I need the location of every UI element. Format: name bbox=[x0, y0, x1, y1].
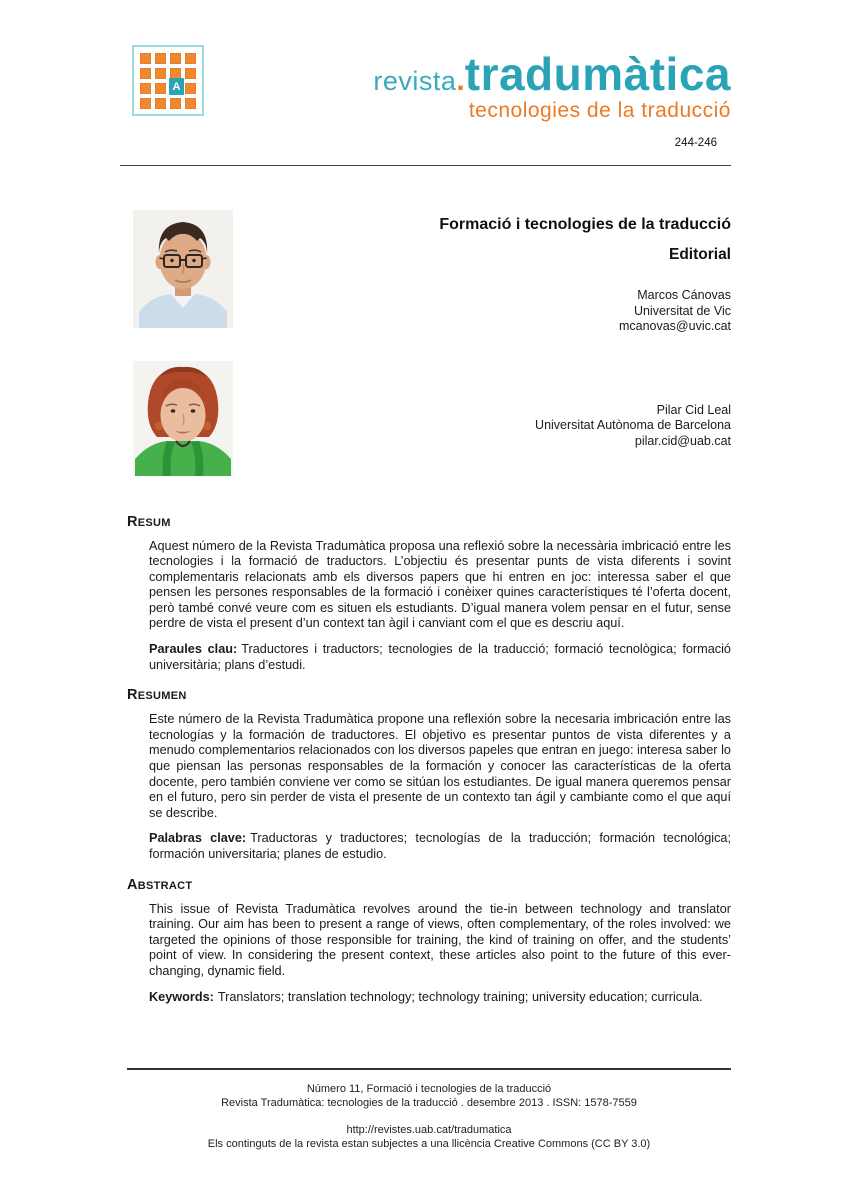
logo-grid-cell bbox=[170, 98, 181, 109]
section-body: Este número de la Revista Tradumàtica propone una reflexión sobre la necesaria imbricación entre las tecnologías y la formación de traductores. El objetivo es presentar puntos de vista diferentes y a menudo complementarios relacionados con los diversos papeles que entran en juego: interesa saber lo que piensan las personas responsables de la formación y conocer las características de la oferta docente, pero también conviene ver como se sitúan los estudiantes. De igual manera queremos pensar en el futuro, pero sin perder de vista el presente de un contexto tan ágil y cambiante como el que aquí se describe. bbox=[149, 712, 731, 820]
author-block-1 bbox=[233, 288, 731, 335]
keywords-label: Palabras clave: bbox=[149, 831, 247, 846]
author-email: pilar.cid@uab.cat bbox=[634, 433, 731, 448]
section-keywords bbox=[149, 990, 731, 1006]
author-name: Pilar Cid Leal bbox=[656, 402, 731, 417]
logo-grid-cell bbox=[140, 68, 151, 79]
journal-tagline: tecnologies de la traducció bbox=[468, 99, 731, 122]
keywords-label: Paraules clau: bbox=[149, 642, 238, 657]
logo-grid-cell bbox=[140, 98, 151, 109]
author-photo-pilar-cid-leal bbox=[133, 361, 233, 476]
section-keywords bbox=[149, 642, 731, 673]
logo-grid-cell bbox=[140, 83, 151, 94]
logo-grid-cell bbox=[185, 98, 196, 109]
logo-grid-cell bbox=[140, 53, 151, 64]
footer-divider bbox=[127, 1068, 731, 1070]
logo-grid-cell bbox=[155, 98, 166, 109]
brand-prefix: revista bbox=[373, 66, 457, 96]
section-heading: RESUM bbox=[127, 513, 171, 530]
logo-grid-cell bbox=[155, 53, 166, 64]
logo-grid-cell bbox=[170, 53, 181, 64]
logo-grid-cell bbox=[155, 68, 166, 79]
footer-journal-line: Revista Tradumàtica: tecnologies de la traducció . desembre 2013 . ISSN: 1578-7559 bbox=[221, 1097, 637, 1109]
brand-name: tradumàtica bbox=[464, 48, 731, 100]
author-email: mcanovas@uvic.cat bbox=[618, 319, 731, 333]
section-heading: RESUMEN bbox=[127, 687, 187, 704]
keywords-text: Traductoras y traductores; tecnologías de la traducción; formación tecnológica; formación universitaria; planes de estudio. bbox=[149, 831, 731, 861]
journal-logotype bbox=[373, 45, 731, 123]
keywords-label: Keywords: bbox=[149, 989, 214, 1004]
logo-grid-cell bbox=[185, 68, 196, 79]
footer-issue-line: Número 11, Formació i tecnologies de la traducció bbox=[306, 1083, 552, 1095]
author-affiliation: Universitat Autònoma de Barcelona bbox=[535, 418, 731, 432]
keywords-text: Traductores i traductors; tecnologies de la traducció; formació tecnològica; formació universitària; plans d’estudi. bbox=[149, 642, 731, 672]
section-resum bbox=[127, 514, 731, 674]
section-heading: ABSTRACT bbox=[127, 876, 193, 893]
page-header bbox=[127, 0, 731, 123]
logo-grid-cell bbox=[185, 53, 196, 64]
page-footer bbox=[127, 1068, 731, 1151]
brand-dot: . bbox=[456, 64, 465, 97]
footer-url: http://revistes.uab.cat/tradumatica bbox=[346, 1124, 512, 1136]
keywords-text: Translators; translation technology; technology training; university education; curricula. bbox=[217, 989, 703, 1004]
footer-license-line: Els continguts de la revista estan subjectes a una llicència Creative Commons (CC BY 3.0) bbox=[207, 1138, 651, 1150]
logo-letter-a: A bbox=[169, 78, 184, 95]
article-head bbox=[127, 210, 731, 335]
section-abstract bbox=[127, 877, 731, 1006]
author-block-2 bbox=[233, 403, 731, 450]
header-divider bbox=[120, 165, 731, 166]
journal-logo-mark-icon bbox=[132, 45, 204, 116]
logo-grid-cell bbox=[155, 83, 166, 94]
section-keywords bbox=[149, 831, 731, 862]
author-photo-marcos-canovas bbox=[133, 210, 233, 335]
section-body: Aquest número de la Revista Tradumàtica proposa una reflexió sobre la necessària imbricació entre les tecnologies i la formació de traductors. L’objectiu és presentar punts de vista diferents i sovint complementaris relacionats amb els diversos papers que hi entren en joc: interessa saber el que pensen les persones responsables de la formació i conèixer quines característiques té l’oferta docent, però també convé veure com es situen els estudiants. D’igual manera volem pensar en el futur, sense perdre de vista el present d’un context tan àgil i canviant com el que es descriu aquí. bbox=[149, 538, 731, 631]
article-title: Formació i tecnologies de la traducció bbox=[439, 216, 731, 233]
section-resumen bbox=[127, 687, 731, 862]
abstract-sections bbox=[127, 514, 731, 1006]
page-range: 244-246 bbox=[674, 137, 717, 149]
author-name: Marcos Cánovas bbox=[637, 288, 731, 302]
author-affiliation: Universitat de Vic bbox=[633, 303, 731, 318]
section-body: This issue of Revista Tradumàtica revolves around the tie-in between technology and translator training. Our aim has been to present a range of views, often complementary, of the roles involved: we targeted the opinions of those responsible for training, the kind of training on offer, and the students’ point of view. In considering the present context, these articles also point to the future of this ever-changing, dynamic field. bbox=[149, 901, 731, 978]
article-head-2 bbox=[127, 361, 731, 476]
logo-grid-cell bbox=[185, 83, 196, 94]
article-subtitle: Editorial bbox=[668, 246, 731, 263]
